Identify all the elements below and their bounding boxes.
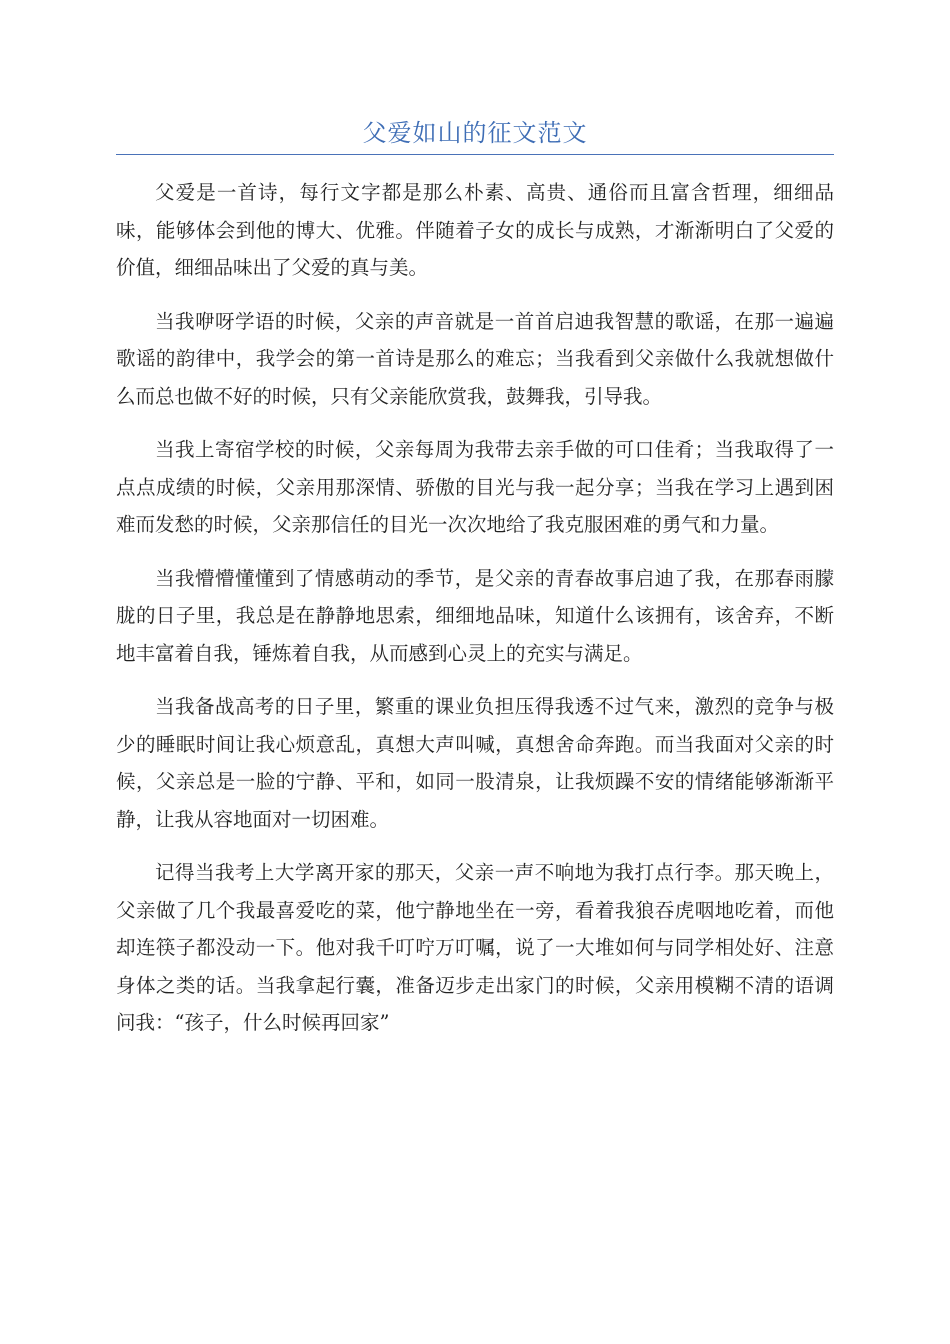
page-title: 父爱如山的征文范文 (362, 119, 588, 147)
document-body (116, 174, 834, 1058)
paragraph: 当我咿呀学语的时候，父亲的声音就是一首首启迪我智慧的歌谣，在那一遍遍歌谣的韵律中，我学会的第一首诗是那么的难忘；当我看到父亲做什么我就想做什么而总也做不好的时候，只有父亲能欣赏我，鼓舞我，引导我。 (116, 309, 834, 408)
paragraph: 记得当我考上大学离开家的那天，父亲一声不响地为我打点行李。那天晚上，父亲做了几个我最喜爱吃的菜，他宁静地坐在一旁，看着我狼吞虎咽地吃着，而他却连筷子都没动一下。他对我千叮咛万叮嘱，说了一大堆如何与同学相处好、注意身体之类的话。当我拿起行囊，准备迈步走出家门的时候，父亲用模糊不清的语调问我：“孩子，什么时候再回家” (116, 861, 834, 1034)
paragraph: 当我上寄宿学校的时候，父亲每周为我带去亲手做的可口佳肴；当我取得了一点点成绩的时候，父亲用那深情、骄傲的目光与我一起分享；当我在学习上遇到困难而发愁的时候，父亲那信任的目光一次次地给了我克服困难的勇气和力量。 (116, 438, 834, 536)
paragraph: 父爱是一首诗，每行文字都是那么朴素、高贵、通俗而且富含哲理，细细品味，能够体会到他的博大、优雅。伴随着子女的成长与成熟，才渐渐明白了父爱的价值，细细品味出了父爱的真与美。 (116, 181, 834, 279)
title-underline (116, 154, 834, 155)
paragraph: 当我备战高考的日子里，繁重的课业负担压得我透不过气来，激烈的竞争与极少的睡眠时间让我心烦意乱，真想大声叫喊，真想舍命奔跑。而当我面对父亲的时候，父亲总是一脸的宁静、平和，如同一股清泉，让我烦躁不安的情绪能够渐渐平静，让我从容地面对一切困难。 (116, 695, 834, 831)
paragraph: 当我懵懵懂懂到了情感萌动的季节，是父亲的青春故事启迪了我，在那春雨朦胧的日子里，我总是在静静地思索，细细地品味，知道什么该拥有，该舍弃，不断地丰富着自我，锤炼着自我，从而感到心灵上的充实与满足。 (116, 566, 834, 665)
